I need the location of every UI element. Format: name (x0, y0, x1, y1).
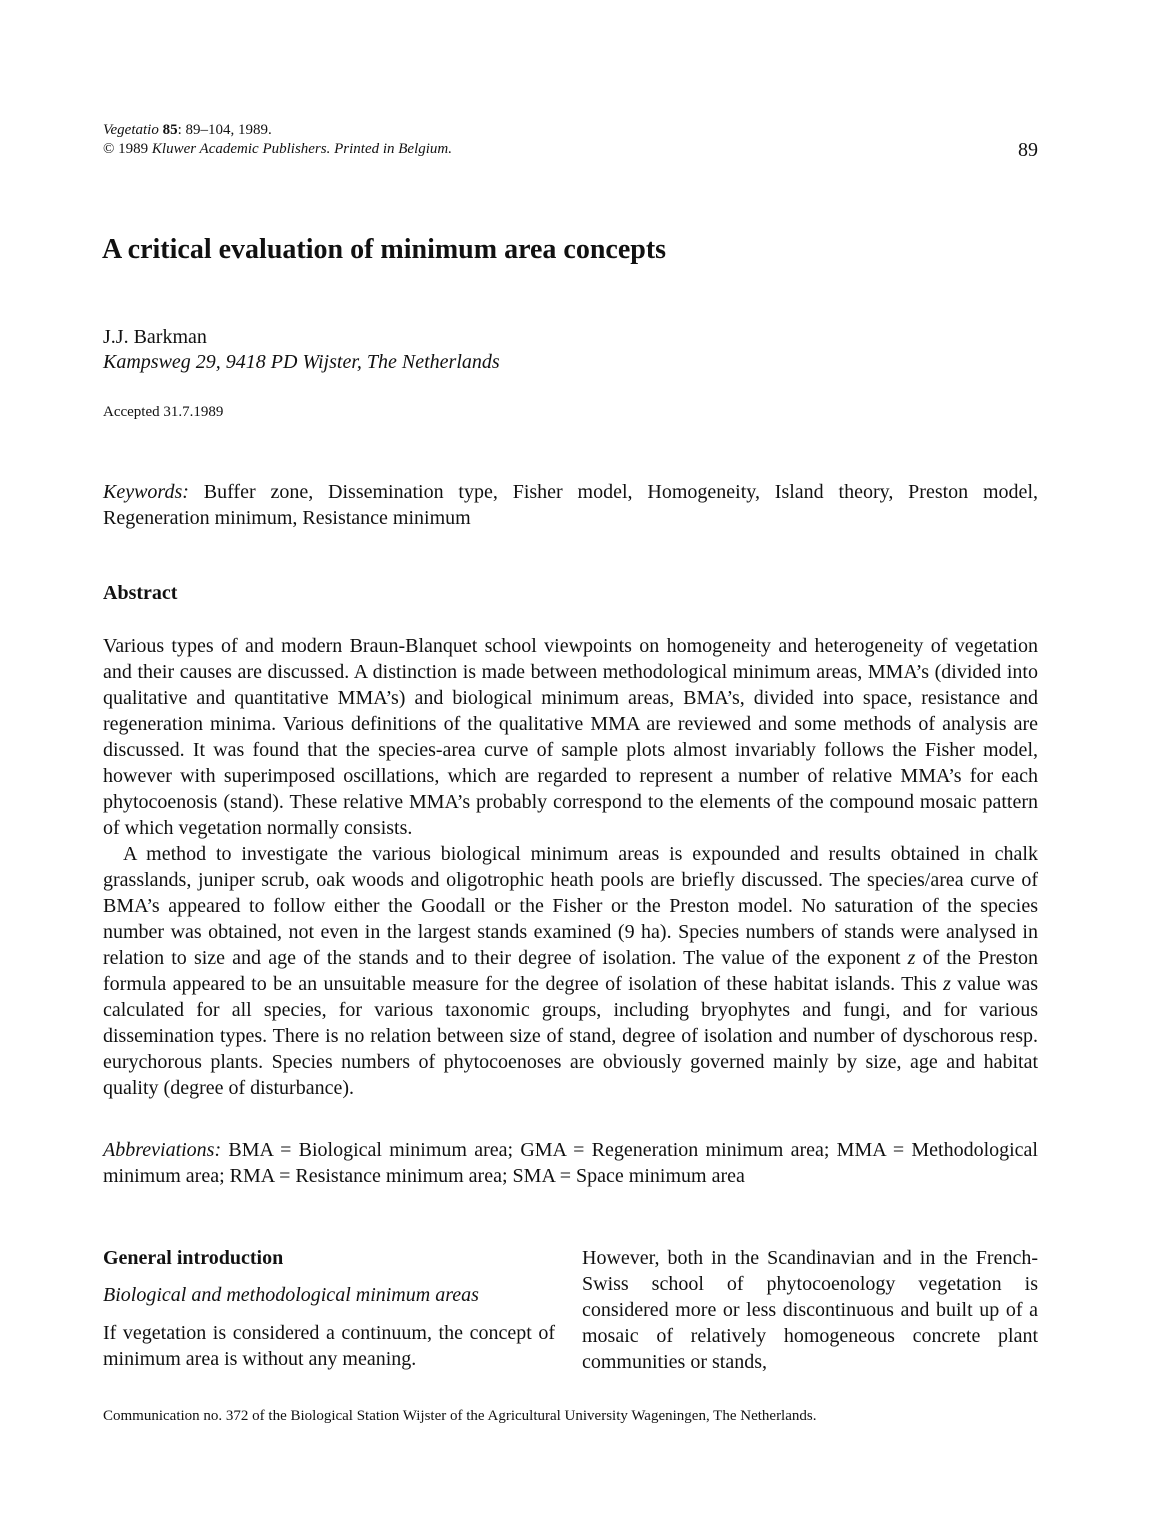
publisher: Kluwer Academic Publishers. Printed in Belgium. (151, 141, 453, 157)
copyright-symbol: © (103, 141, 115, 157)
intro-heading: General introduction (103, 1247, 284, 1269)
journal-name: Vegetatio (103, 122, 159, 138)
author-name: J.J. Barkman (103, 326, 207, 348)
keywords-label: Keywords: (103, 481, 189, 503)
page-number: 89 (1018, 139, 1038, 161)
abstract-heading: Abstract (103, 582, 178, 604)
abbreviations-text: BMA = Biological minimum area; GMA = Regeneration minimum area; MMA = Methodological minimum area; RMA = Resistance minimum area; SMA = Space minimum area (103, 1139, 1038, 1187)
journal-citation-line (103, 121, 452, 140)
keywords (103, 479, 1038, 531)
exponent-z: z (907, 947, 916, 969)
abbreviations (103, 1137, 1038, 1189)
journal-pages: : 89–104, 1989. (177, 122, 272, 138)
abstract-paragraph-2 (103, 841, 1038, 1101)
keywords-text: Buffer zone, Dissemination type, Fisher model, Homogeneity, Island theory, Preston model, Regeneration minimum, Resistance minimum (103, 481, 1038, 529)
abstract-body (103, 633, 1038, 1101)
journal-citation (103, 121, 452, 159)
journal-volume: 85 (162, 122, 178, 138)
right-column (582, 1245, 1038, 1375)
intro-subheading: Biological and methodological minimum areas (103, 1284, 479, 1306)
copyright-line (103, 140, 452, 159)
abstract-paragraph-1: Various types of and modern Braun-Blanquet school viewpoints on homogeneity and heterogeneity of vegetation and their causes are discussed. A distinction is made between methodological minimum areas, MMA’s (divided into qualitative and quantitative MMA’s) and biological minimum areas, BMA’s, divided into space, resistance and regeneration minima. Various definitions of the qualitative MMA are reviewed and some methods of analysis are discussed. It was found that the species-area curve of sample plots almost invariably follows the Fisher model, however with superimposed oscillations, which are regarded to represent a number of relative MMA’s for each phytocoenosis (stand). These relative MMA’s probably correspond to the elements of the compound mosaic pattern of which vegetation normally consists. (103, 635, 1038, 839)
abstract-p2-part2: of the Preston formula appeared to be an unsuitable measure for the degree of isolation of these habitat islands. This (103, 947, 1039, 995)
exponent-z: z (943, 973, 951, 995)
author-address: Kampsweg 29, 9418 PD Wijster, The Netherlands (103, 351, 500, 373)
paper-title: A critical evaluation of minimum area concepts (102, 234, 667, 265)
intro-right-text: However, both in the Scandinavian and in the French-Swiss school of phytocoenology vegetation is considered more or less discontinuous and built up of a mosaic of relatively homogeneous concrete plant communities or stands, (582, 1247, 1038, 1373)
abstract-p2-part3: value was calculated for all species, for various taxonomic groups, including bryophytes and fungi, and for various dissemination types. There is no relation between size of stand, degree of isolation and number of dyschorous resp. eurychorous plants. Species numbers of phytocoenoses are obviously governed mainly by size, age and habitat quality (degree of disturbance). (103, 973, 1038, 1099)
abstract-p2-part1: A method to investigate the various biological minimum areas is expounded and results obtained in chalk grasslands, juniper scrub, oak woods and oligotrophic heath pools are briefly discussed. The species/area curve of BMA’s appeared to follow either the Goodall or the Fisher or the Preston model. No saturation of the species number was obtained, not even in the largest stands examined (9 ha). Species numbers of stands were analysed in relation to size and age of the stands and to their degree of isolation. The value of the exponent (103, 843, 1038, 969)
intro-left-text: If vegetation is considered a continuum, the concept of minimum area is without any meaning. (103, 1322, 555, 1370)
footnote: Communication no. 372 of the Biological Station Wijster of the Agricultural University Wageningen, The Netherlands. (103, 1408, 817, 1424)
left-column (103, 1245, 555, 1372)
accepted-date: Accepted 31.7.1989 (103, 404, 224, 420)
abbreviations-label: Abbreviations: (103, 1139, 222, 1161)
copyright-year: 1989 (118, 141, 149, 157)
